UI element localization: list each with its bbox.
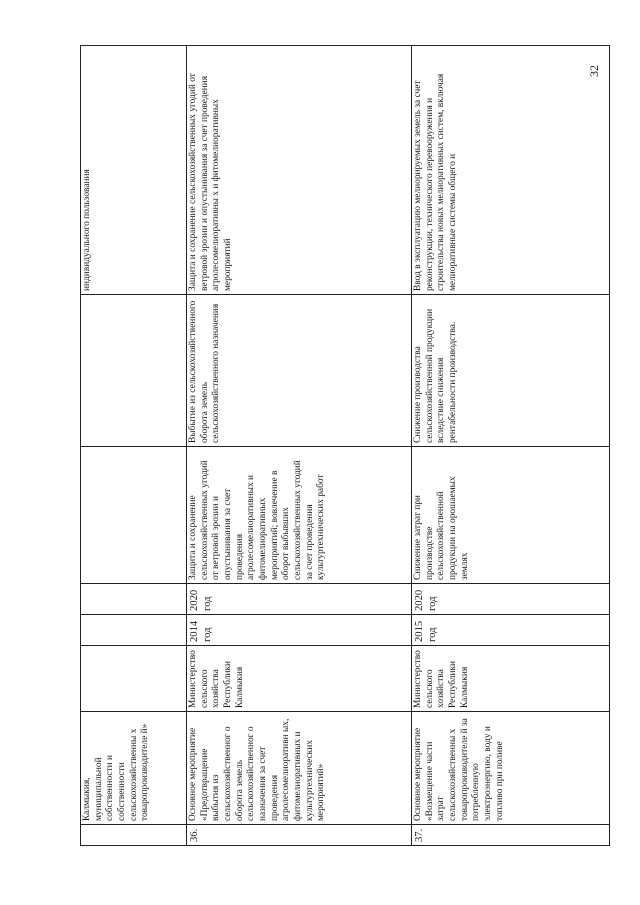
expected-result: Снижение затрат при производстве сельскохозяйственной продукции на орошаемых землях bbox=[412, 447, 610, 584]
table-row bbox=[412, 46, 610, 846]
executor: Министерство сельского хозяйства Республики Калмыкия bbox=[187, 646, 412, 712]
start-year: 2014 год bbox=[187, 615, 412, 646]
end-year: 2020 год bbox=[412, 584, 610, 615]
row-number: 37. bbox=[412, 825, 610, 846]
executor: Министерство сельского хозяйства Республики Калмыкия bbox=[412, 646, 610, 712]
table-row bbox=[187, 46, 412, 846]
end-year bbox=[81, 584, 187, 615]
measure-name: Основное мероприятие «Возмещение части затрат сельскохозяйственны х товаропроизводителе й за потребленную электроэнергию, воду и топливо при поливе bbox=[412, 712, 610, 825]
start-year: 2015 год bbox=[412, 615, 610, 646]
expected-result bbox=[81, 447, 187, 584]
end-year: 2020 год bbox=[187, 584, 412, 615]
indicator-link: Ввод в эксплуатацию мелиорируемых земель за счет реконструкции, технического перевооружения и строительства новых мелиоративных систем, включая мелиоративные системы общего и bbox=[412, 46, 610, 295]
expected-result: Защита и сохранение сельскохозяйственных угодий от ветровой эрозии и опустынивания за счет проведения агролесомелиоративных и фитомелиоративных мероприятий; вовлечение в оборот выбывших сельскохозяйственных угодий за счет проведения культуртехнических работ bbox=[187, 447, 412, 584]
measure-name: Калмыкия, муниципальной собственности и собственности сельскохозяйственны х товаропроизводителе й» bbox=[81, 712, 187, 825]
consequences: Выбытие из сельскохозяйственного оборота земель сельскохозяйственного назначения bbox=[187, 295, 412, 447]
program-measures-table bbox=[80, 45, 610, 846]
row-number bbox=[81, 825, 187, 846]
start-year bbox=[81, 615, 187, 646]
row-number: 36. bbox=[187, 825, 412, 846]
consequences: Снижение производства сельскохозяйственной продукции вследствие снижения рентабельности производства. bbox=[412, 295, 610, 447]
consequences bbox=[81, 295, 187, 447]
rotated-table-container bbox=[80, 46, 600, 846]
indicator-link: индивидуального пользования bbox=[81, 46, 187, 295]
indicator-link: Защита и сохранение сельскохозяйственных угодий от ветровой эрозии и опустынивания за счет проведения агролесомелиоративны х и фитомелиоративных мероприятий bbox=[187, 46, 412, 295]
measure-name: Основное мероприятие «Предотвращение выбытия из сельскохозяйственног о оборота земель сельскохозяйственног о назначения за счет проведения агролесомелиоративн ых, фитомелиоративных и культуртехнических мероприятий» bbox=[187, 712, 412, 825]
table-row bbox=[81, 46, 187, 846]
page-number: 32 bbox=[587, 65, 601, 77]
executor bbox=[81, 646, 187, 712]
